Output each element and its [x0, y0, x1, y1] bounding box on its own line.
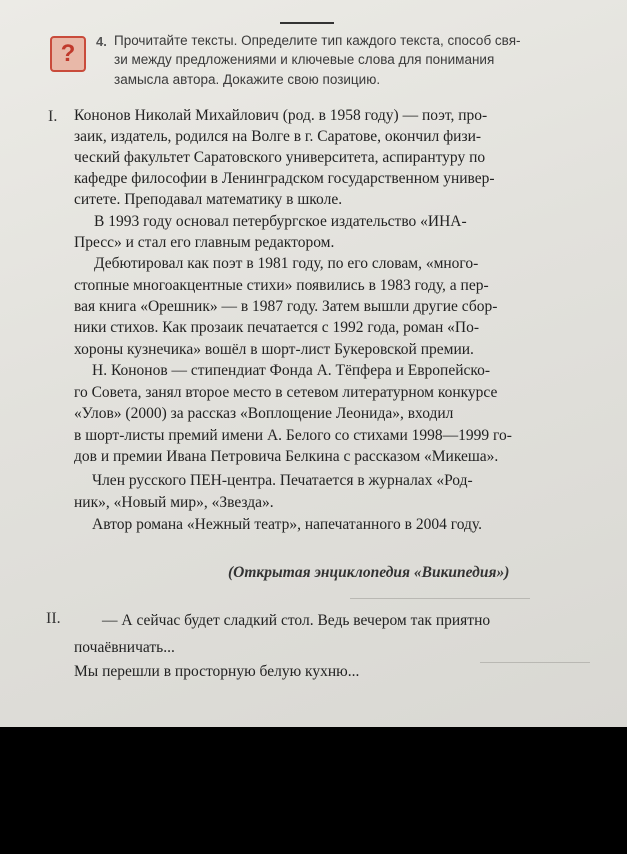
text-line: го Совета, занял второе место в сетевом литературном конкурсе: [74, 384, 498, 401]
text-line: Дебютировал как поэт в 1981 году, по его словам, «много-: [94, 255, 479, 272]
text-line: стопные многоакцентные стихи» появились в 1983 году, а пер-: [74, 277, 489, 294]
text-line: Н. Кононов — стипендиат Фонда А. Тёпфера и Европейско-: [92, 362, 491, 379]
text-line: ники стихов. Как прозаик печатается с 1992 года, роман «По-: [74, 319, 479, 336]
top-rule: [280, 22, 334, 24]
text-number-1: I.: [48, 108, 58, 125]
task-number: 4.: [96, 34, 107, 49]
text-line: ческий факультет Саратовского университета, аспирантуру по: [74, 149, 486, 166]
bleed-through-line: [480, 662, 590, 663]
text-line: Автор романа «Нежный театр», напечатанного в 2004 году.: [92, 516, 482, 533]
text-line: кафедре философии в Ленинградском государственном универ-: [74, 170, 495, 187]
text-line: — А сейчас будет сладкий стол. Ведь вечером так приятно: [102, 612, 491, 629]
text-line: ситете. Преподавал математику в школе.: [74, 191, 343, 208]
text-number-2: II.: [46, 610, 61, 627]
text-line: Кононов Николай Михайлович (род. в 1958 году) — поэт, про-: [74, 107, 488, 124]
text-line: ник», «Новый мир», «Звезда».: [74, 494, 274, 511]
text-line: В 1993 году основал петербургское издательство «ИНА-: [94, 213, 467, 230]
task-line: зи между предложениями и ключевые слова для понимания: [114, 52, 495, 67]
text-line: Член русского ПЕН-центра. Печатается в журналах «Род-: [92, 472, 473, 489]
text-line: почаёвничать...: [74, 639, 175, 656]
text-line: вая книга «Орешник» — в 1987 году. Затем вышли другие сбор-: [74, 298, 498, 315]
text-line: в шорт-листы премий имени А. Белого со стихами 1998—1999 го-: [74, 427, 512, 444]
text-line: дов и премии Ивана Петровича Белкина с рассказом «Микеша».: [74, 448, 499, 465]
text-line: Мы перешли в просторную белую кухню...: [74, 663, 360, 680]
text-line: заик, издатель, родился на Волге в г. Саратове, окончил физи-: [74, 128, 482, 145]
text-line: Пресс» и стал его главным редактором.: [74, 234, 335, 251]
task-line: Прочитайте тексты. Определите тип каждого текста, способ свя-: [114, 33, 521, 48]
text-line: хороны кузнечика» вошёл в шорт-лист Букеровской премии.: [74, 341, 474, 358]
task-line: замысла автора. Докажите свою позицию.: [114, 72, 381, 87]
question-mark-icon: ?: [50, 36, 86, 72]
text-line: «Улов» (2000) за рассказ «Воплощение Леонида», входил: [74, 405, 454, 422]
source-citation: (Открытая энциклопедия «Википедия»): [228, 564, 510, 581]
bleed-through-line: [350, 598, 530, 599]
